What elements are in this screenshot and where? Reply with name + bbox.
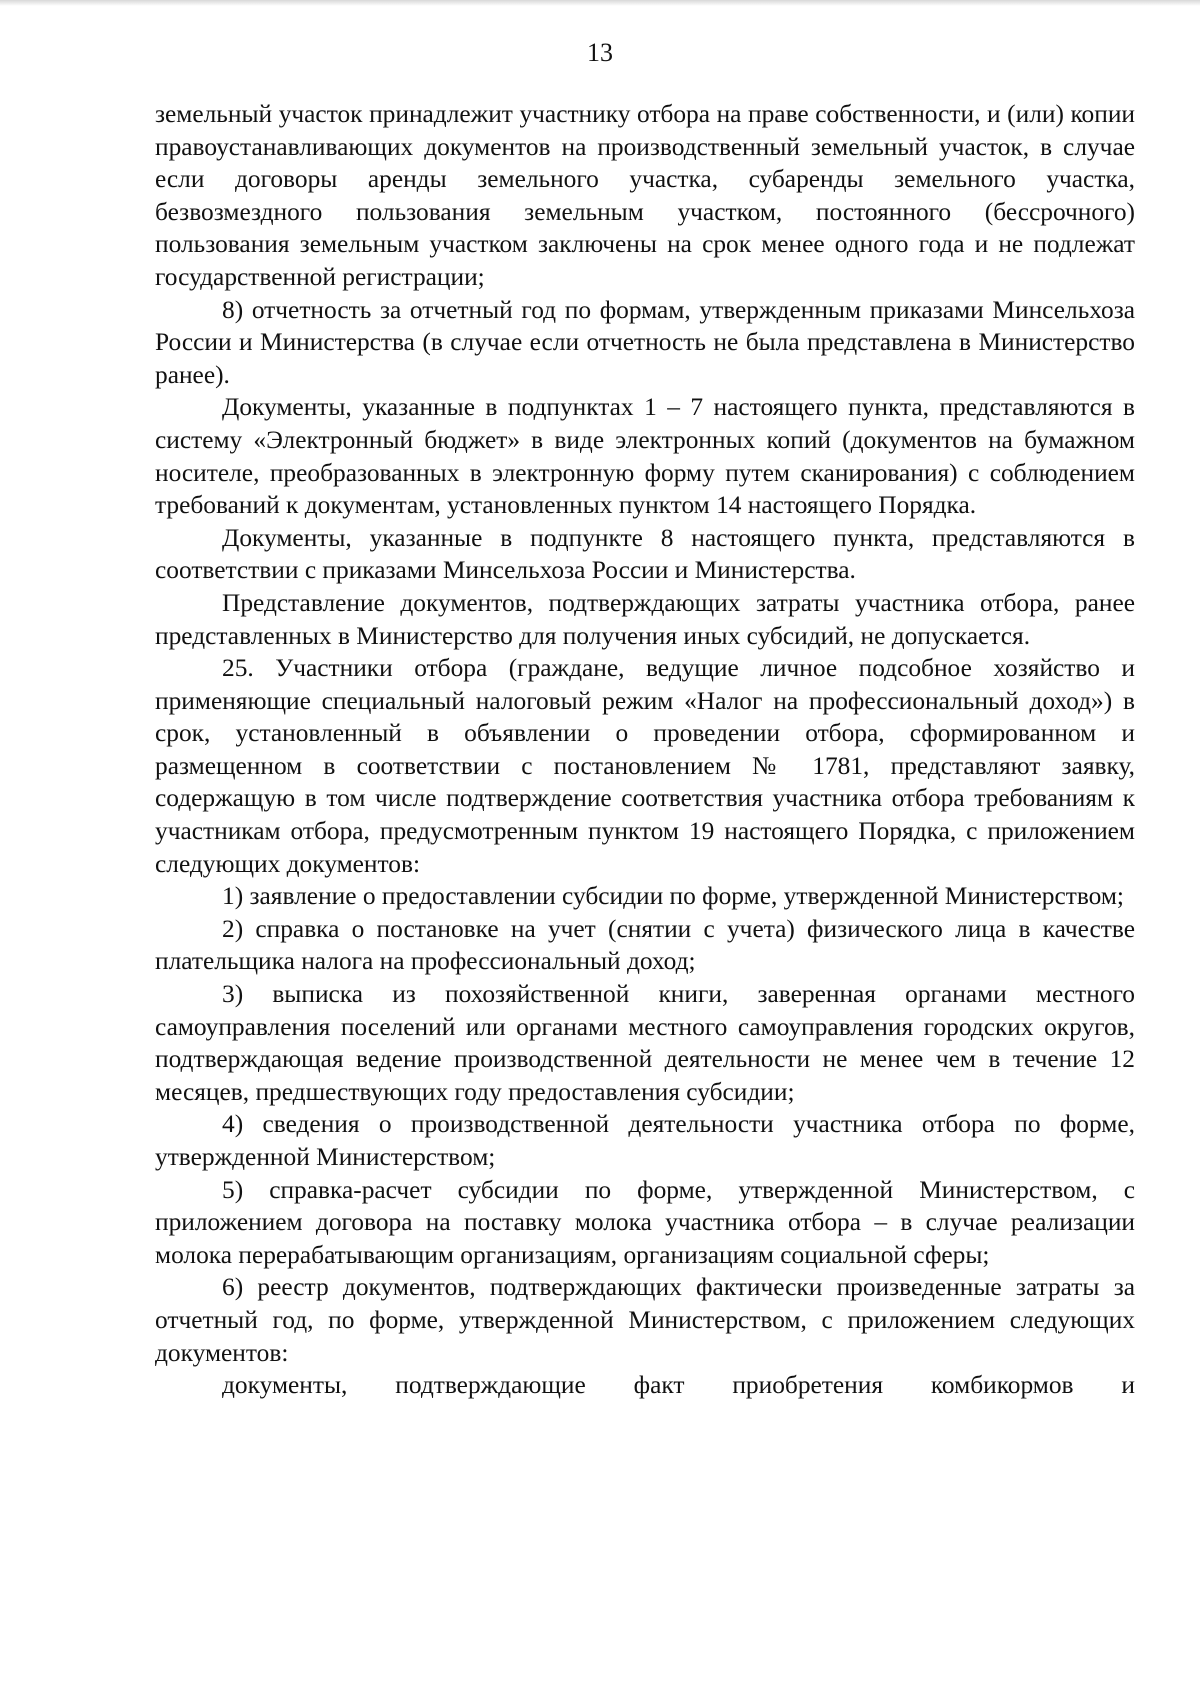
paragraph-continuation: земельный участок принадлежит участнику отбора на праве собственности, и (или) копии правоустанавливающих документов на производственный земельный участок, в случае если договоры аренды земельного участка, субаренды земельного участка, безвозмездного пользования земельным участком, постоянного (бессрочного) пользования земельным участком заключены на срок менее одного года и не подлежат государственной регистрации; (155, 100, 1135, 291)
paragraph-item-4: 4) сведения о производственной деятельности участника отбора по форме, утвержденной Министерством; (155, 1110, 1135, 1171)
scan-edge-shadow (0, 0, 1200, 6)
paragraph-item-3: 3) выписка из похозяйственной книги, заверенная органами местного самоуправления поселений или органами местного самоуправления городских округов, подтверждающая ведение производственной деятельности не менее чем в течение 12 месяцев, предшествующих году предоставления субсидии; (155, 980, 1135, 1106)
paragraph-item-8: 8) отчетность за отчетный год по формам, утвержденным приказами Минсельхоза России и Министерства (в случае если отчетность не была представлена в Министерство ранее). (155, 295, 1135, 389)
paragraph-item-2: 2) справка о постановке на учет (снятии с учета) физического лица в качестве плательщика налога на профессиональный доход; (155, 914, 1135, 976)
page-number: 13 (587, 38, 613, 67)
document-body (155, 98, 1135, 1402)
paragraph-item-5: 5) справка-расчет субсидии по форме, утвержденной Министерством, с приложением договора на поставку молока участника отбора – в случае реализации молока перерабатывающим организациям, организациям социальной сферы; (155, 1175, 1135, 1269)
paragraph-clause-25: 25. Участники отбора (граждане, ведущие личное подсобное хозяйство и применяющие специальный налоговый режим «Налог на профессиональный доход») в срок, установленный в объявлении о проведении отбора, сформированном и размещенном в соответствии с постановлением № 1781, представляют заявку, содержащую в том числе подтверждение соответствия участника отбора требованиям к участникам отбора, предусмотренным пунктом 19 настоящего Порядка, с приложением следующих документов: (155, 654, 1135, 878)
paragraph-item-1: 1) заявление о предоставлении субсидии по форме, утвержденной Министерством; (222, 882, 1124, 911)
paragraph-documents-8: Документы, указанные в подпункте 8 настоящего пункта, представляются в соответствии с приказами Минсельхоза России и Министерства. (155, 523, 1135, 585)
paragraph-documents-1-7: Документы, указанные в подпунктах 1 – 7 настоящего пункта, представляются в систему «Электронный бюджет» в виде электронных копий (документов на бумажном носителе, преобразованных в электронную форму путем сканирования) с соблюдением требований к документам, установленных пунктом 14 настоящего Порядка. (155, 393, 1135, 520)
paragraph-documents-fact: документы, подтверждающие факт приобретения комбикормов и (222, 1371, 1135, 1400)
paragraph-cost-documents: Представление документов, подтверждающих затраты участника отбора, ранее представленных в Министерство для получения иных субсидий, не допускается. (155, 588, 1135, 650)
paragraph-item-6: 6) реестр документов, подтверждающих фактически произведенные затраты за отчетный год, по форме, утвержденной Министерством, с приложением следующих документов: (155, 1273, 1135, 1367)
